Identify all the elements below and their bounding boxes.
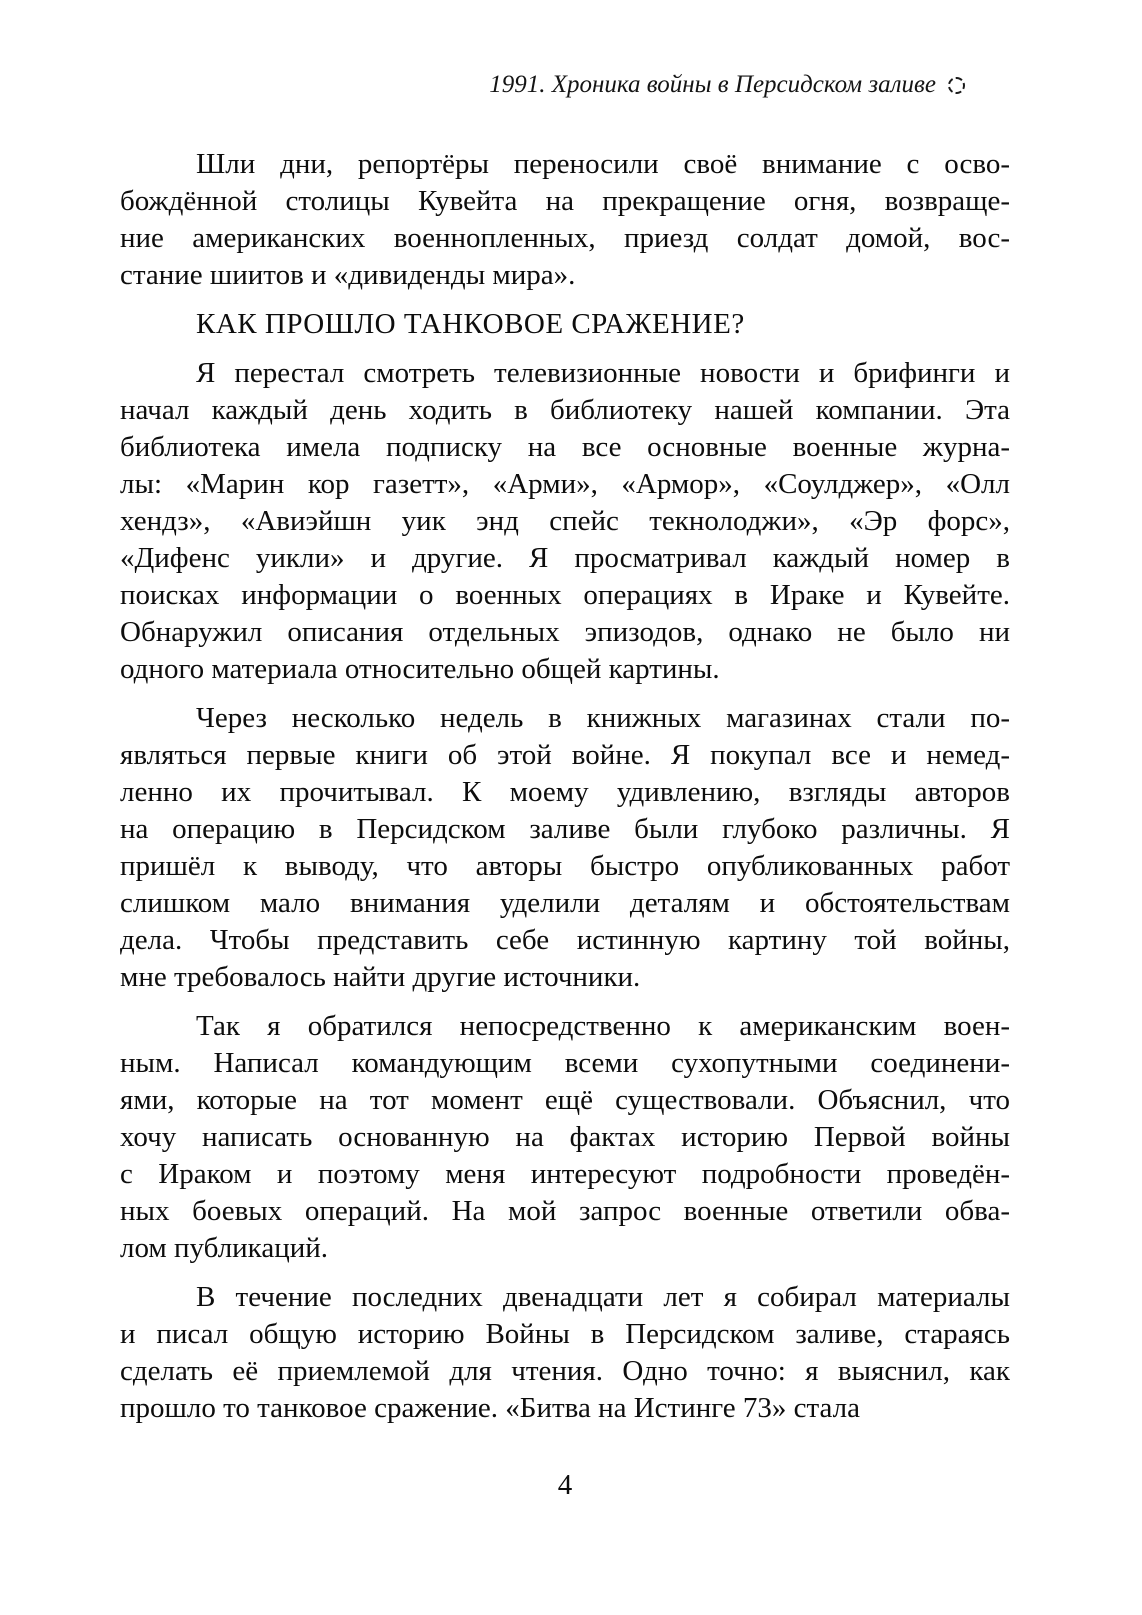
text-line: дела. Чтобы представить себе истинную картину той войны, [120,924,1010,956]
running-head [120,70,965,100]
page-number: 4 [557,1469,573,1501]
paragraph [120,1279,1010,1427]
text-line: Так я обратился непосредственно к американским воен- [196,1010,1010,1042]
text-line: мне требовалось найти другие источники. [120,961,641,993]
text-line: В течение последних двенадцати лет я собирал материалы [196,1281,1010,1313]
text-line: ных боевых операций. На мой запрос военные ответили обва- [120,1195,1010,1227]
text-line: ние американских военнопленных, приезд солдат домой, вос- [120,222,1010,254]
text-line: и писал общую историю Войны в Персидском заливе, стараясь [120,1318,1010,1350]
text-line: начал каждый день ходить в библиотеку нашей компании. Эта [120,394,1010,426]
text-line: Через несколько недель в книжных магазинах стали по- [196,702,1010,734]
text-line: с Ираком и поэтому меня интересуют подробности проведён- [120,1158,1010,1190]
text-line: пришёл к выводу, что авторы быстро опубликованных работ [120,850,1010,882]
text-line: прошло то танковое сражение. «Битва на Истинге 73» стала [120,1392,860,1424]
paragraph [120,146,1010,294]
text-line: Обнаружил описания отдельных эпизодов, однако не было ни [120,616,1010,648]
paragraph [120,355,1010,688]
text-line: бождённой столицы Кувейта на прекращение огня, возвраще- [120,185,1010,217]
text-line: Шли дни, репортёры переносили своё внимание с осво- [196,148,1010,180]
text-line: ным. Написал командующим всеми сухопутными соединени- [120,1047,1010,1079]
text-line: лы: «Марин кор газетт», «Арми», «Армор», «Соулджер», «Олл [120,468,1010,500]
paragraph [120,1008,1010,1267]
dashed-circle-ornament-icon [948,77,965,94]
text-line: сделать её приемлемой для чтения. Одно точно: я выяснил, как [120,1355,1010,1387]
section-heading [120,306,1010,343]
text-line: ленно их прочитывал. К моему удивлению, взгляды авторов [120,776,1010,808]
text-line: поисках информации о военных операциях в Ираке и Кувейте. [120,579,1010,611]
text-line: библиотека имела подписку на все основные военные журна- [120,431,1010,463]
running-head-title: 1991. Хроника войны в Персидском заливе [489,71,936,98]
text-line: Я перестал смотреть телевизионные новости и брифинги и [196,357,1010,389]
text-line: лом публикаций. [120,1232,329,1264]
text-line: слишком мало внимания уделили деталям и обстоятельствам [120,887,1010,919]
text-line: стание шиитов и «дивиденды мира». [120,259,576,291]
text-line: на операцию в Персидском заливе были глубоко различны. Я [120,813,1010,845]
text-block [120,146,1010,1427]
text-line: КАК ПРОШЛО ТАНКОВОЕ СРАЖЕНИЕ? [196,308,745,340]
text-line: одного материала относительно общей картины. [120,653,720,685]
text-line: хендз», «Авиэйшн уик энд спейс текнолоджи», «Эр форс», [120,505,1010,537]
text-line: ями, которые на тот момент ещё существовали. Объяснил, что [120,1084,1010,1116]
text-line: «Дифенс уикли» и другие. Я просматривал каждый номер в [120,542,1010,574]
paragraph [120,700,1010,996]
text-line: хочу написать основанную на фактах историю Первой войны [120,1121,1010,1153]
text-line: являться первые книги об этой войне. Я покупал все и немед- [120,739,1010,771]
